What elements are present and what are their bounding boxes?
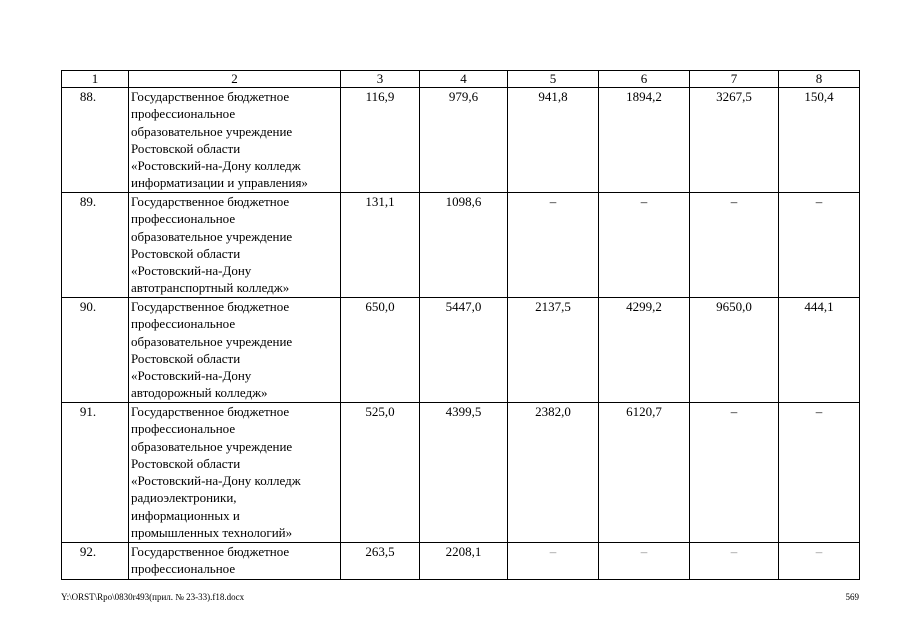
value-col-4: 2208,1	[420, 543, 508, 580]
value-col-6: 1894,2	[599, 88, 690, 193]
value-col-8: –	[779, 193, 860, 298]
column-header-4: 4	[420, 71, 508, 88]
value-col-3: 131,1	[341, 193, 420, 298]
value-col-3: 116,9	[341, 88, 420, 193]
row-number: 91.	[62, 403, 129, 543]
column-number-row	[62, 71, 860, 88]
value-col-8: –	[779, 403, 860, 543]
table-row	[62, 298, 860, 403]
value-col-8: –	[779, 543, 860, 580]
value-col-3: 263,5	[341, 543, 420, 580]
column-header-5: 5	[508, 71, 599, 88]
value-col-7: –	[690, 403, 779, 543]
column-header-2: 2	[129, 71, 341, 88]
footer-file-path: Y:\ORST\Rpo\0830r493(прил. № 23-33).f18.docx	[61, 592, 245, 602]
row-number: 89.	[62, 193, 129, 298]
institution-name: Государственное бюджетное профессиональное образовательное учреждение Ростовской области «Ростовский-на-Дону колледж радиоэлектроники, информационных и промышленных технологий»	[129, 403, 341, 543]
value-col-4: 4399,5	[420, 403, 508, 543]
table-row	[62, 543, 860, 580]
row-number: 88.	[62, 88, 129, 193]
row-number: 92.	[62, 543, 129, 580]
column-header-8: 8	[779, 71, 860, 88]
budget-table	[61, 70, 860, 580]
value-col-5: 2137,5	[508, 298, 599, 403]
column-header-6: 6	[599, 71, 690, 88]
value-col-5: 2382,0	[508, 403, 599, 543]
value-col-3: 525,0	[341, 403, 420, 543]
value-col-7: –	[690, 543, 779, 580]
value-col-7: 9650,0	[690, 298, 779, 403]
value-col-6: –	[599, 543, 690, 580]
value-col-6: –	[599, 193, 690, 298]
value-col-5: –	[508, 543, 599, 580]
value-col-8: 444,1	[779, 298, 860, 403]
footer-page-number: 569	[845, 592, 859, 602]
value-col-8: 150,4	[779, 88, 860, 193]
table-row	[62, 88, 860, 193]
column-header-3: 3	[341, 71, 420, 88]
value-col-7: 3267,5	[690, 88, 779, 193]
value-col-7: –	[690, 193, 779, 298]
value-col-4: 5447,0	[420, 298, 508, 403]
table-row	[62, 403, 860, 543]
institution-name: Государственное бюджетное профессиональное	[129, 543, 341, 580]
institution-name: Государственное бюджетное профессиональное образовательное учреждение Ростовской области «Ростовский-на-Дону автодорожный колледж»	[129, 298, 341, 403]
value-col-3: 650,0	[341, 298, 420, 403]
value-col-4: 979,6	[420, 88, 508, 193]
table-row	[62, 193, 860, 298]
value-col-5: –	[508, 193, 599, 298]
value-col-6: 4299,2	[599, 298, 690, 403]
value-col-4: 1098,6	[420, 193, 508, 298]
column-header-7: 7	[690, 71, 779, 88]
institution-name: Государственное бюджетное профессиональное образовательное учреждение Ростовской области «Ростовский-на-Дону автотранспортный колледж»	[129, 193, 341, 298]
row-number: 90.	[62, 298, 129, 403]
value-col-6: 6120,7	[599, 403, 690, 543]
institution-name: Государственное бюджетное профессиональное образовательное учреждение Ростовской области «Ростовский-на-Дону колледж информатизации и управления»	[129, 88, 341, 193]
column-header-1: 1	[62, 71, 129, 88]
value-col-5: 941,8	[508, 88, 599, 193]
